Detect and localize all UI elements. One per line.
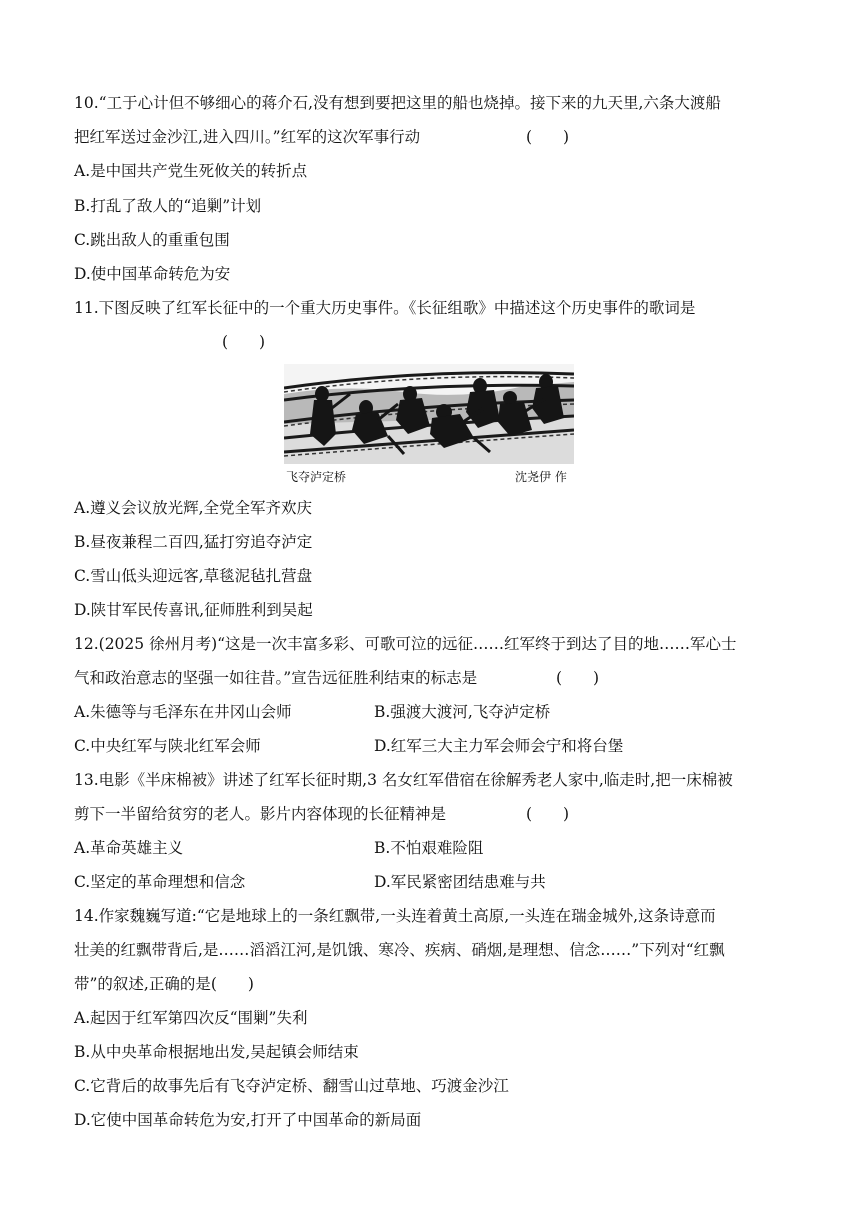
q10-stem-line1: 10.“工于心计但不够细心的蒋介石,没有想到要把这里的船也烧掉。接下来的九天里,六条大渡船 xyxy=(74,94,721,112)
q12-stem-line2 xyxy=(74,667,600,689)
q13-answer-bracket: ( ) xyxy=(526,805,570,823)
q13-option-a: A.革命英雄主义 xyxy=(74,839,184,857)
q11-woodcut-figure xyxy=(284,364,574,464)
q13-options-row1 xyxy=(74,837,786,859)
q10-option-d: D.使中国革命转危为安 xyxy=(74,265,231,283)
q13-stem-text: 剪下一半留给贫穷的老人。影片内容体现的长征精神是 xyxy=(74,805,447,823)
q12-stem-text: 气和政治意志的坚强一如往昔。”宣告远征胜利结束的标志是 xyxy=(74,669,478,687)
q12-options-row2 xyxy=(74,735,786,757)
q13-option-c: C.坚定的革命理想和信念 xyxy=(74,873,246,891)
q14-option-b: B.从中央革命根据地出发,吴起镇会师结束 xyxy=(74,1043,359,1061)
q14-option-a: A.起因于红军第四次反“围剿”失利 xyxy=(74,1009,308,1027)
bridge-crossing-illustration xyxy=(284,364,574,464)
q13-stem-line2 xyxy=(74,803,570,825)
q13-option-b: B.不怕艰难险阻 xyxy=(374,839,484,857)
q11-stem-line1: 11.下图反映了红军长征中的一个重大历史事件。《长征组歌》中描述这个历史事件的歌词是 xyxy=(74,299,696,317)
q11-answer-bracket: ( ) xyxy=(222,333,266,351)
q12-stem-line1: 12.(2025 徐州月考)“这是一次丰富多彩、可歌可泣的远征……红军终于到达了目的地……军心士 xyxy=(74,635,737,653)
q10-option-c: C.跳出敌人的重重包围 xyxy=(74,231,230,249)
q13-option-d: D.军民紧密团结患难与共 xyxy=(374,873,546,891)
q11-option-a: A.遵义会议放光辉,全党全军齐欢庆 xyxy=(74,499,313,517)
q12-option-d: D.红军三大主力军会师会宁和将台堡 xyxy=(374,737,624,755)
q13-stem-line1: 13.电影《半床棉被》讲述了红军长征时期,3 名女红军借宿在徐解秀老人家中,临走时,把一床棉被 xyxy=(74,771,733,789)
q14-stem-line2: 壮美的红飘带背后,是……滔滔江河,是饥饿、寒冷、疾病、硝烟,是理想、信念……”下列对“红飘 xyxy=(74,941,725,959)
q10-stem-text: 把红军送过金沙江,进入四川。”红军的这次军事行动 xyxy=(74,128,421,146)
figure-caption-title: 飞夺泸定桥 xyxy=(286,470,347,484)
q10-answer-bracket: ( ) xyxy=(526,128,570,146)
q12-option-c: C.中央红军与陕北红军会师 xyxy=(74,737,261,755)
q12-option-b: B.强渡大渡河,飞夺泸定桥 xyxy=(374,703,551,721)
q10-stem-line2 xyxy=(74,126,570,148)
figure-caption-artist: 沈尧伊 作 xyxy=(515,470,567,484)
q11-option-c: C.雪山低头迎远客,草毯泥毡扎营盘 xyxy=(74,567,313,585)
q10-option-a: A.是中国共产党生死攸关的转折点 xyxy=(74,162,308,180)
q11-option-d: D.陕甘军民传喜讯,征师胜利到吴起 xyxy=(74,601,313,619)
q10-option-b: B.打乱了敌人的“追剿”计划 xyxy=(74,197,262,215)
q11-option-b: B.昼夜兼程二百四,猛打穷追夺泸定 xyxy=(74,533,313,551)
q14-option-d: D.它使中国革命转危为安,打开了中国革命的新局面 xyxy=(74,1111,422,1129)
q12-options-row1 xyxy=(74,701,786,723)
q12-option-a: A.朱德等与毛泽东在井冈山会师 xyxy=(74,703,292,721)
q14-stem-line1: 14.作家魏巍写道:“它是地球上的一条红飘带,一头连着黄土高原,一头连在瑞金城外,这条诗意而 xyxy=(74,907,716,925)
q13-options-row2 xyxy=(74,871,786,893)
q14-stem-line3: 带”的叙述,正确的是( ) xyxy=(74,975,254,993)
q14-option-c: C.它背后的故事先后有飞夺泸定桥、翻雪山过草地、巧渡金沙江 xyxy=(74,1077,509,1095)
q12-answer-bracket: ( ) xyxy=(556,669,600,687)
